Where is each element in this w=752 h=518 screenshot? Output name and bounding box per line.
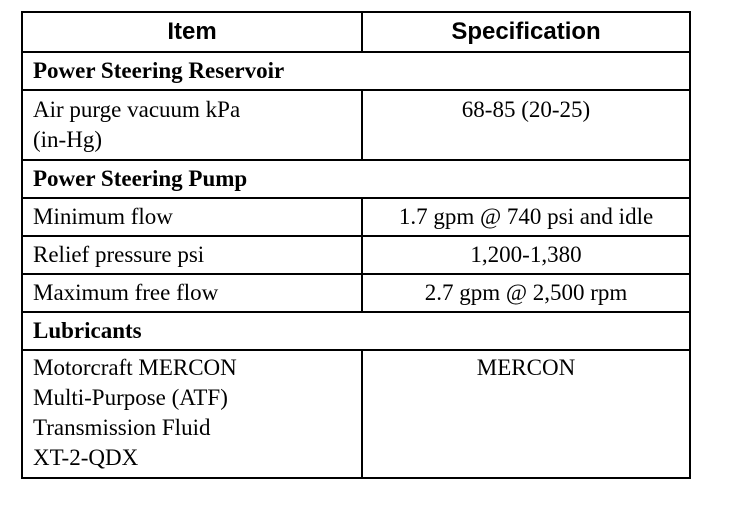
item-cell [22,90,362,160]
spec-cell: MERCON [362,350,690,478]
table-row [22,236,690,274]
item-line: Motorcraft MERCON [33,355,237,380]
header-specification: Specification [362,12,690,52]
header-item: Item [22,12,362,52]
spec-cell: 1,200-1,380 [362,236,690,274]
table-row [22,274,690,312]
item-line: XT-2-QDX [33,445,139,470]
section-title: Lubricants [22,312,690,350]
item-cell [22,350,362,478]
header-row [22,12,690,52]
spec-cell: 1.7 gpm @ 740 psi and idle [362,198,690,236]
section-row-power-steering-pump [22,160,690,198]
table-row [22,90,690,160]
item-line: (in-Hg) [33,127,102,152]
item-cell: Relief pressure psi [22,236,362,274]
spec-cell: 68-85 (20-25) [362,90,690,160]
spec-cell: 2.7 gpm @ 2,500 rpm [362,274,690,312]
section-title: Power Steering Pump [22,160,690,198]
item-cell: Minimum flow [22,198,362,236]
table-row [22,198,690,236]
section-row-power-steering-reservoir [22,52,690,90]
section-title: Power Steering Reservoir [22,52,690,90]
item-line: Transmission Fluid [33,415,211,440]
item-line: Air purge vacuum kPa [33,97,241,122]
specification-table [21,11,691,479]
item-cell: Maximum free flow [22,274,362,312]
table-row [22,350,690,478]
section-row-lubricants [22,312,690,350]
item-line: Multi-Purpose (ATF) [33,385,228,410]
